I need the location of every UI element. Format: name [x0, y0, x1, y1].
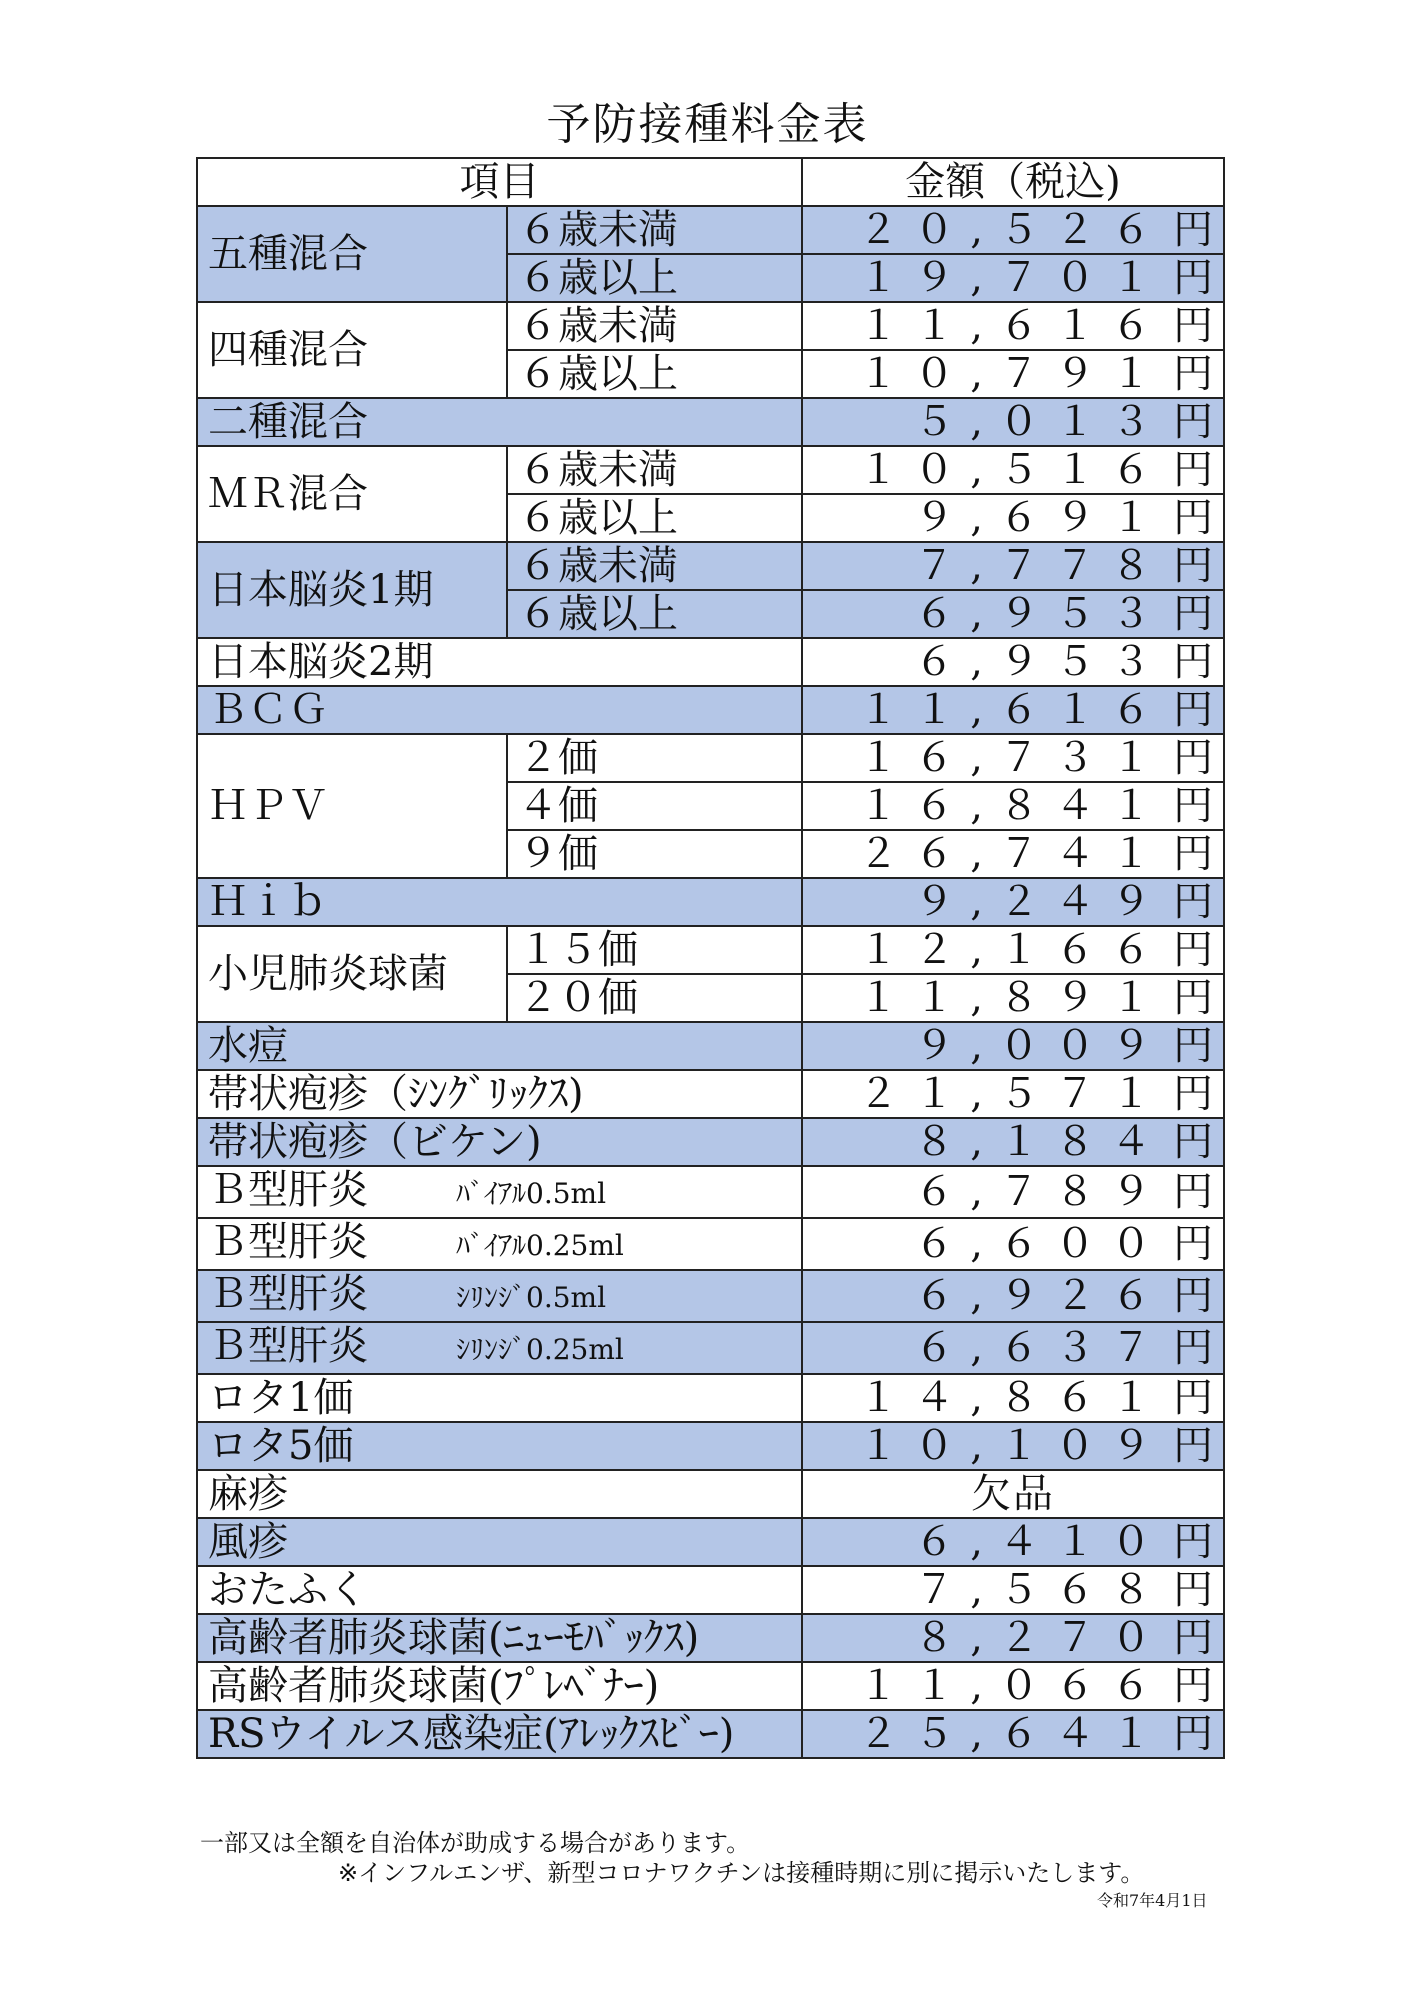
price-value: ９,２４９	[914, 879, 1167, 925]
price-cell	[802, 542, 1224, 590]
vaccination-fee-table	[196, 157, 1225, 1759]
price-cell	[802, 1710, 1224, 1758]
table-row	[197, 446, 1224, 494]
vaccine-sub: ４価	[507, 782, 802, 830]
price-cell	[802, 1166, 1224, 1218]
yen-unit: 円	[1173, 735, 1213, 781]
vaccine-note: ｼﾘﾝｼﾞ0.5ml	[456, 1281, 607, 1314]
vaccine-name: ＭＲ混合	[197, 446, 507, 542]
vaccine-name: 麻疹	[197, 1470, 802, 1518]
yen-unit: 円	[1173, 1615, 1213, 1661]
price-cell	[802, 830, 1224, 878]
price-cell	[802, 1070, 1224, 1118]
price-value: １０,７９１	[858, 351, 1167, 397]
price-value: ９,６９１	[914, 495, 1167, 541]
table-row	[197, 1470, 1224, 1518]
vaccine-name: 帯状疱疹（ｼﾝｸﾞﾘｯｸｽ)	[197, 1070, 802, 1118]
vaccine-sub: ９価	[507, 830, 802, 878]
yen-unit: 円	[1173, 1567, 1213, 1613]
out-of-stock-text: 欠品	[802, 1470, 1224, 1518]
vaccine-name: ロタ5価	[197, 1422, 802, 1470]
price-cell	[802, 638, 1224, 686]
vaccine-schedule-note: ※インフルエンザ、新型コロナワクチンは接種時期に別に掲示いたします。	[338, 1859, 1145, 1887]
vaccine-name: 五種混合	[197, 206, 507, 302]
price-cell	[802, 974, 1224, 1022]
vaccine-sub: ６歳以上	[507, 494, 802, 542]
yen-unit: 円	[1173, 639, 1213, 685]
price-value: １６,７３１	[858, 735, 1167, 781]
vaccine-name: 日本脳炎2期	[197, 638, 802, 686]
yen-unit: 円	[1173, 1375, 1213, 1421]
vaccine-name: 小児肺炎球菌	[197, 926, 507, 1022]
price-value: ６,６３７	[914, 1325, 1167, 1371]
table-row	[197, 398, 1224, 446]
price-cell	[802, 686, 1224, 734]
price-value: ８,１８４	[914, 1119, 1167, 1165]
price-cell	[802, 206, 1224, 254]
header-item: 項目	[197, 158, 802, 206]
vaccine-note: ﾊﾞｲｱﾙ0.25ml	[456, 1229, 624, 1262]
vaccine-sub: ６歳未満	[507, 446, 802, 494]
vaccine-sub: ２０価	[507, 974, 802, 1022]
vaccine-sub: ６歳未満	[507, 206, 802, 254]
vaccine-name: 高齢者肺炎球菌(ﾌﾟﾚﾍﾞﾅｰ)	[197, 1662, 802, 1710]
price-value: ７,５６８	[914, 1567, 1167, 1613]
yen-unit: 円	[1173, 1519, 1213, 1565]
yen-unit: 円	[1173, 1169, 1213, 1215]
vaccine-name: 帯状疱疹（ビケン)	[197, 1118, 802, 1166]
table-row	[197, 1662, 1224, 1710]
price-cell	[802, 494, 1224, 542]
table-row	[197, 1710, 1224, 1758]
yen-unit: 円	[1173, 255, 1213, 301]
vaccine-name-cell	[197, 1322, 802, 1374]
table-row	[197, 878, 1224, 926]
table-row	[197, 542, 1224, 590]
yen-unit: 円	[1173, 783, 1213, 829]
price-value: ６,９５３	[914, 639, 1167, 685]
price-cell	[802, 1270, 1224, 1322]
price-value: １１,６１６	[858, 303, 1167, 349]
yen-unit: 円	[1173, 879, 1213, 925]
table-row	[197, 1614, 1224, 1662]
price-value: ２０,５２６	[858, 207, 1167, 253]
yen-unit: 円	[1173, 495, 1213, 541]
price-value: １２,１６６	[858, 927, 1167, 973]
table-row	[197, 1566, 1224, 1614]
table-header-row	[197, 158, 1224, 206]
vaccine-name-cell	[197, 1166, 802, 1218]
vaccine-note: ﾊﾞｲｱﾙ0.5ml	[456, 1177, 607, 1210]
yen-unit: 円	[1173, 1273, 1213, 1319]
yen-unit: 円	[1173, 975, 1213, 1021]
price-value: ６,４１０	[914, 1519, 1167, 1565]
yen-unit: 円	[1173, 1221, 1213, 1267]
vaccine-name: ＨＰＶ	[197, 734, 507, 878]
yen-unit: 円	[1173, 1663, 1213, 1709]
price-value: １１,６１６	[858, 687, 1167, 733]
price-value: １１,０６６	[858, 1663, 1167, 1709]
vaccine-sub: １５価	[507, 926, 802, 974]
yen-unit: 円	[1173, 399, 1213, 445]
price-value: １０,１０９	[858, 1423, 1167, 1469]
price-value: ５,０１３	[914, 399, 1167, 445]
yen-unit: 円	[1173, 1023, 1213, 1069]
vaccine-name: RSウイルス感染症(ｱﾚｯｸｽﾋﾞｰ)	[197, 1710, 802, 1758]
price-value: １９,７０１	[858, 255, 1167, 301]
table-row	[197, 1422, 1224, 1470]
table-row	[197, 1022, 1224, 1070]
table-row	[197, 926, 1224, 974]
price-cell	[802, 1218, 1224, 1270]
yen-unit: 円	[1173, 207, 1213, 253]
price-cell	[802, 350, 1224, 398]
table-row	[197, 1374, 1224, 1422]
vaccine-name: Ｂ型肝炎	[208, 1271, 368, 1317]
vaccine-name: 二種混合	[197, 398, 802, 446]
price-cell	[802, 1022, 1224, 1070]
table-row	[197, 734, 1224, 782]
table-row	[197, 1070, 1224, 1118]
yen-unit: 円	[1173, 1325, 1213, 1371]
vaccine-name: Ｂ型肝炎	[208, 1219, 368, 1265]
price-value: １１,８９１	[858, 975, 1167, 1021]
yen-unit: 円	[1173, 1119, 1213, 1165]
price-cell	[802, 1322, 1224, 1374]
vaccine-name: 水痘	[197, 1022, 802, 1070]
table-row	[197, 1218, 1224, 1270]
table-row	[197, 686, 1224, 734]
price-cell	[802, 302, 1224, 350]
price-value: ６,７８９	[914, 1169, 1167, 1215]
price-cell	[802, 878, 1224, 926]
price-value: ６,９５３	[914, 591, 1167, 637]
vaccine-name-cell	[197, 1270, 802, 1322]
yen-unit: 円	[1173, 351, 1213, 397]
subsidy-note: 一部又は全額を自治体が助成する場合があります。	[200, 1829, 751, 1857]
price-value: ７,７７８	[914, 543, 1167, 589]
vaccine-name: 日本脳炎1期	[197, 542, 507, 638]
vaccine-name: Ｂ型肝炎	[208, 1323, 368, 1369]
price-cell	[802, 590, 1224, 638]
price-cell	[802, 782, 1224, 830]
table-row	[197, 206, 1224, 254]
table-row	[197, 1270, 1224, 1322]
vaccine-name: Ｂ型肝炎	[208, 1167, 368, 1213]
vaccine-name: おたふく	[197, 1566, 802, 1614]
price-value: ８,２７０	[914, 1615, 1167, 1661]
vaccine-name-cell	[197, 1218, 802, 1270]
price-value: １６,８４１	[858, 783, 1167, 829]
table-row	[197, 1118, 1224, 1166]
vaccine-name: ＢＣＧ	[197, 686, 802, 734]
price-cell	[802, 1422, 1224, 1470]
page-title: 予防接種料金表	[546, 99, 869, 150]
price-cell	[802, 446, 1224, 494]
vaccine-name: 高齢者肺炎球菌(ﾆｭｰﾓﾊﾞｯｸｽ)	[197, 1614, 802, 1662]
yen-unit: 円	[1173, 927, 1213, 973]
yen-unit: 円	[1173, 1071, 1213, 1117]
price-value: １０,５１６	[858, 447, 1167, 493]
price-value: ２１,５７１	[858, 1071, 1167, 1117]
table-row	[197, 1166, 1224, 1218]
vaccine-sub: ６歳以上	[507, 254, 802, 302]
yen-unit: 円	[1173, 591, 1213, 637]
vaccine-sub: ６歳未満	[507, 302, 802, 350]
yen-unit: 円	[1173, 1423, 1213, 1469]
vaccine-sub: ６歳以上	[507, 350, 802, 398]
yen-unit: 円	[1173, 831, 1213, 877]
price-cell	[802, 254, 1224, 302]
yen-unit: 円	[1173, 303, 1213, 349]
price-cell	[802, 398, 1224, 446]
vaccine-name: ロタ1価	[197, 1374, 802, 1422]
vaccine-name: Ｈｉｂ	[197, 878, 802, 926]
yen-unit: 円	[1173, 447, 1213, 493]
price-cell	[802, 1662, 1224, 1710]
price-value: ６,６００	[914, 1221, 1167, 1267]
price-value: ９,００９	[914, 1023, 1167, 1069]
effective-date: 令和7年4月1日	[1097, 1891, 1208, 1910]
price-value: ６,９２６	[914, 1273, 1167, 1319]
price-cell	[802, 1614, 1224, 1662]
header-price: 金額（税込)	[802, 158, 1224, 206]
table-row	[197, 302, 1224, 350]
price-value: ２６,７４１	[858, 831, 1167, 877]
vaccine-sub: ２価	[507, 734, 802, 782]
vaccine-sub: ６歳以上	[507, 590, 802, 638]
price-cell	[802, 1118, 1224, 1166]
vaccine-note: ｼﾘﾝｼﾞ0.25ml	[456, 1333, 624, 1366]
table-row	[197, 1518, 1224, 1566]
price-cell	[802, 1518, 1224, 1566]
yen-unit: 円	[1173, 687, 1213, 733]
vaccine-name: 風疹	[197, 1518, 802, 1566]
yen-unit: 円	[1173, 543, 1213, 589]
price-value: ２５,６４１	[858, 1711, 1167, 1757]
price-cell	[802, 926, 1224, 974]
vaccine-sub: ６歳未満	[507, 542, 802, 590]
table-row	[197, 1322, 1224, 1374]
price-value: １４,８６１	[858, 1375, 1167, 1421]
vaccine-name: 四種混合	[197, 302, 507, 398]
price-cell	[802, 1374, 1224, 1422]
price-cell	[802, 1566, 1224, 1614]
price-cell	[802, 734, 1224, 782]
table-row	[197, 638, 1224, 686]
yen-unit: 円	[1173, 1711, 1213, 1757]
